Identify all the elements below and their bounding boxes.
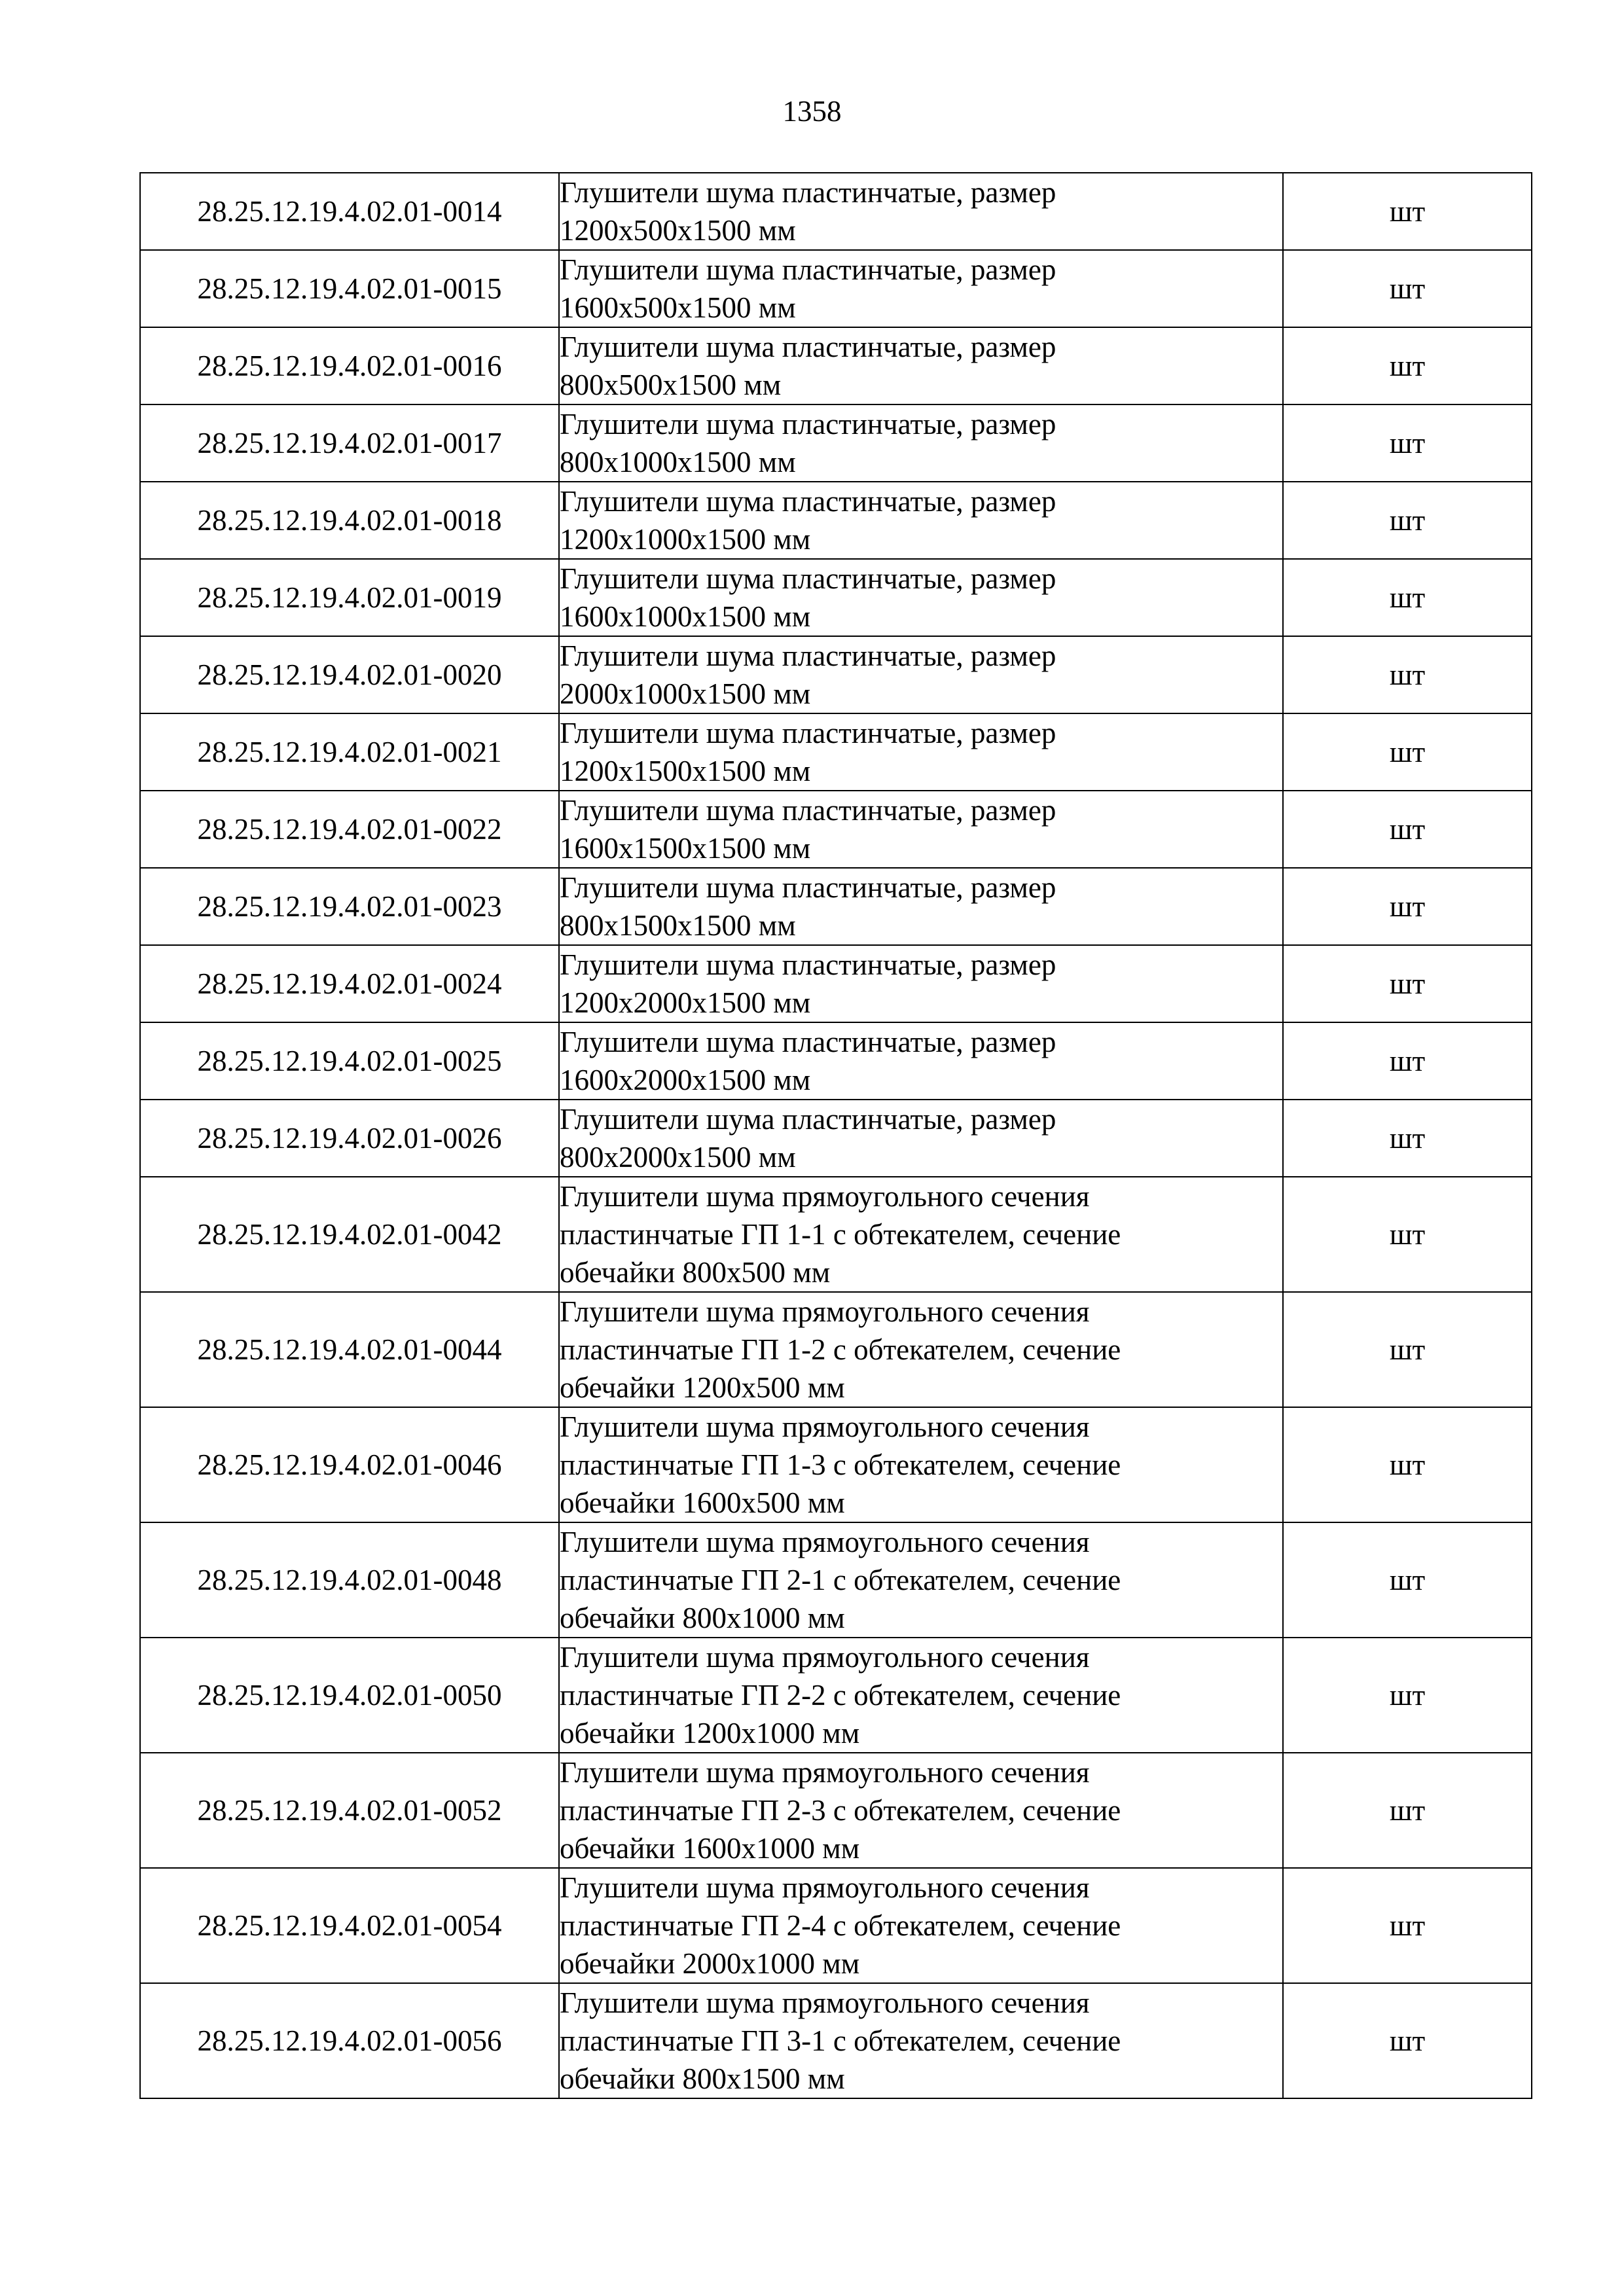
- description-line: Глушители шума пластинчатые, размер: [560, 1103, 1056, 1136]
- table-row: [140, 1407, 1532, 1522]
- description-line: 2000x1000x1500 мм: [560, 677, 811, 710]
- description-line: пластинчатые ГП 2-2 с обтекателем, сечение: [560, 1679, 1121, 1712]
- description-line: обечайки 1200x500 мм: [560, 1371, 845, 1404]
- unit-of-measure: шт: [1283, 1753, 1532, 1868]
- description-line: 1600x1500x1500 мм: [560, 832, 811, 865]
- resource-code: 28.25.12.19.4.02.01-0018: [140, 482, 559, 559]
- description-line: 800x1000x1500 мм: [560, 446, 796, 478]
- table-row: [140, 1753, 1532, 1868]
- unit-of-measure: шт: [1283, 1177, 1532, 1292]
- table-row: [140, 1522, 1532, 1638]
- unit-of-measure: шт: [1283, 1100, 1532, 1177]
- resource-description: [559, 482, 1283, 559]
- resource-code: 28.25.12.19.4.02.01-0020: [140, 636, 559, 713]
- resource-code: 28.25.12.19.4.02.01-0048: [140, 1522, 559, 1638]
- resource-description: [559, 173, 1283, 250]
- description-line: Глушители шума прямоугольного сечения: [560, 1756, 1090, 1789]
- resource-code: 28.25.12.19.4.02.01-0024: [140, 945, 559, 1022]
- table-row: [140, 173, 1532, 250]
- description-line: обечайки 800x500 мм: [560, 1256, 831, 1289]
- resource-description: [559, 327, 1283, 404]
- unit-of-measure: шт: [1283, 868, 1532, 945]
- table-row: [140, 791, 1532, 868]
- table-row: [140, 1983, 1532, 2098]
- description-line: обечайки 1600x1000 мм: [560, 1832, 860, 1865]
- resource-code: 28.25.12.19.4.02.01-0052: [140, 1753, 559, 1868]
- table-row: [140, 250, 1532, 327]
- resource-description: [559, 1100, 1283, 1177]
- resource-description: [559, 1292, 1283, 1407]
- unit-of-measure: шт: [1283, 791, 1532, 868]
- unit-of-measure: шт: [1283, 404, 1532, 482]
- unit-of-measure: шт: [1283, 327, 1532, 404]
- resource-code: 28.25.12.19.4.02.01-0050: [140, 1638, 559, 1753]
- resource-description: [559, 1983, 1283, 2098]
- resource-description: [559, 1522, 1283, 1638]
- resource-code: 28.25.12.19.4.02.01-0015: [140, 250, 559, 327]
- description-line: 1200x1000x1500 мм: [560, 523, 811, 556]
- resource-code: 28.25.12.19.4.02.01-0046: [140, 1407, 559, 1522]
- description-line: 800x500x1500 мм: [560, 368, 782, 401]
- description-line: пластинчатые ГП 2-3 с обтекателем, сечение: [560, 1794, 1121, 1827]
- unit-of-measure: шт: [1283, 1638, 1532, 1753]
- resource-description: [559, 868, 1283, 945]
- resource-code: 28.25.12.19.4.02.01-0014: [140, 173, 559, 250]
- description-line: Глушители шума пластинчатые, размер: [560, 408, 1056, 440]
- resource-description: [559, 1753, 1283, 1868]
- description-line: Глушители шума пластинчатые, размер: [560, 717, 1056, 749]
- resource-table: [139, 172, 1532, 2099]
- description-line: Глушители шума пластинчатые, размер: [560, 176, 1056, 209]
- description-line: Глушители шума пластинчатые, размер: [560, 331, 1056, 363]
- resource-description: [559, 945, 1283, 1022]
- table-row: [140, 1292, 1532, 1407]
- description-line: Глушители шума пластинчатые, размер: [560, 639, 1056, 672]
- resource-description: [559, 636, 1283, 713]
- table-row: [140, 1177, 1532, 1292]
- description-line: 1200x2000x1500 мм: [560, 986, 811, 1019]
- description-line: Глушители шума пластинчатые, размер: [560, 871, 1056, 904]
- resource-description: [559, 404, 1283, 482]
- resource-description: [559, 1638, 1283, 1753]
- resource-description: [559, 791, 1283, 868]
- table-row: [140, 868, 1532, 945]
- resource-code: 28.25.12.19.4.02.01-0056: [140, 1983, 559, 2098]
- resource-description: [559, 1022, 1283, 1100]
- unit-of-measure: шт: [1283, 1522, 1532, 1638]
- unit-of-measure: шт: [1283, 559, 1532, 636]
- unit-of-measure: шт: [1283, 250, 1532, 327]
- description-line: пластинчатые ГП 1-1 с обтекателем, сечение: [560, 1218, 1121, 1251]
- unit-of-measure: шт: [1283, 482, 1532, 559]
- description-line: Глушители шума прямоугольного сечения: [560, 1986, 1090, 2019]
- table-row: [140, 713, 1532, 791]
- description-line: 1600x1000x1500 мм: [560, 600, 811, 633]
- description-line: Глушители шума пластинчатые, размер: [560, 794, 1056, 827]
- unit-of-measure: шт: [1283, 1022, 1532, 1100]
- description-line: пластинчатые ГП 1-2 с обтекателем, сечение: [560, 1333, 1121, 1366]
- page-number: 1358: [782, 95, 842, 128]
- table-row: [140, 1100, 1532, 1177]
- description-line: 1600x2000x1500 мм: [560, 1064, 811, 1096]
- resource-description: [559, 1868, 1283, 1983]
- resource-code: 28.25.12.19.4.02.01-0016: [140, 327, 559, 404]
- unit-of-measure: шт: [1283, 1983, 1532, 2098]
- resource-code: 28.25.12.19.4.02.01-0025: [140, 1022, 559, 1100]
- description-line: пластинчатые ГП 2-1 с обтекателем, сечение: [560, 1564, 1121, 1596]
- unit-of-measure: шт: [1283, 173, 1532, 250]
- description-line: Глушители шума пластинчатые, размер: [560, 253, 1056, 286]
- description-line: Глушители шума прямоугольного сечения: [560, 1180, 1090, 1213]
- table-row: [140, 404, 1532, 482]
- resource-description: [559, 1177, 1283, 1292]
- description-line: Глушители шума прямоугольного сечения: [560, 1526, 1090, 1558]
- unit-of-measure: шт: [1283, 713, 1532, 791]
- resource-description: [559, 713, 1283, 791]
- resource-code: 28.25.12.19.4.02.01-0044: [140, 1292, 559, 1407]
- description-line: обечайки 2000x1000 мм: [560, 1947, 860, 1980]
- unit-of-measure: шт: [1283, 636, 1532, 713]
- description-line: пластинчатые ГП 3-1 с обтекателем, сечение: [560, 2024, 1121, 2057]
- description-line: Глушители шума прямоугольного сечения: [560, 1641, 1090, 1674]
- description-line: 1200x500x1500 мм: [560, 214, 796, 247]
- resource-code: 28.25.12.19.4.02.01-0042: [140, 1177, 559, 1292]
- resource-code: 28.25.12.19.4.02.01-0026: [140, 1100, 559, 1177]
- table-row: [140, 482, 1532, 559]
- description-line: Глушители шума пластинчатые, размер: [560, 1026, 1056, 1058]
- table-row: [140, 1638, 1532, 1753]
- table-row: [140, 327, 1532, 404]
- unit-of-measure: шт: [1283, 945, 1532, 1022]
- resource-code: 28.25.12.19.4.02.01-0019: [140, 559, 559, 636]
- description-line: пластинчатые ГП 1-3 с обтекателем, сечение: [560, 1448, 1121, 1481]
- description-line: 800x1500x1500 мм: [560, 909, 796, 942]
- description-line: Глушители шума прямоугольного сечения: [560, 1410, 1090, 1443]
- description-line: 800x2000x1500 мм: [560, 1141, 796, 1174]
- description-line: 1600x500x1500 мм: [560, 291, 796, 324]
- description-line: пластинчатые ГП 2-4 с обтекателем, сечение: [560, 1909, 1121, 1942]
- table-row: [140, 636, 1532, 713]
- table-row: [140, 1868, 1532, 1983]
- resource-code: 28.25.12.19.4.02.01-0054: [140, 1868, 559, 1983]
- table-row: [140, 1022, 1532, 1100]
- table-row: [140, 945, 1532, 1022]
- table-row: [140, 559, 1532, 636]
- description-line: обечайки 800x1500 мм: [560, 2062, 845, 2095]
- unit-of-measure: шт: [1283, 1868, 1532, 1983]
- resource-code: 28.25.12.19.4.02.01-0021: [140, 713, 559, 791]
- description-line: Глушители шума пластинчатые, размер: [560, 485, 1056, 518]
- description-line: Глушители шума прямоугольного сечения: [560, 1871, 1090, 1904]
- description-line: обечайки 1600x500 мм: [560, 1486, 845, 1519]
- description-line: 1200x1500x1500 мм: [560, 755, 811, 787]
- resource-description: [559, 559, 1283, 636]
- resource-description: [559, 250, 1283, 327]
- description-line: обечайки 800x1000 мм: [560, 1602, 845, 1634]
- description-line: Глушители шума пластинчатые, размер: [560, 948, 1056, 981]
- resource-code: 28.25.12.19.4.02.01-0017: [140, 404, 559, 482]
- resource-code: 28.25.12.19.4.02.01-0023: [140, 868, 559, 945]
- description-line: обечайки 1200x1000 мм: [560, 1717, 860, 1749]
- table-body: [140, 173, 1532, 2098]
- description-line: Глушители шума прямоугольного сечения: [560, 1295, 1090, 1328]
- resource-code: 28.25.12.19.4.02.01-0022: [140, 791, 559, 868]
- unit-of-measure: шт: [1283, 1407, 1532, 1522]
- resource-description: [559, 1407, 1283, 1522]
- unit-of-measure: шт: [1283, 1292, 1532, 1407]
- description-line: Глушители шума пластинчатые, размер: [560, 562, 1056, 595]
